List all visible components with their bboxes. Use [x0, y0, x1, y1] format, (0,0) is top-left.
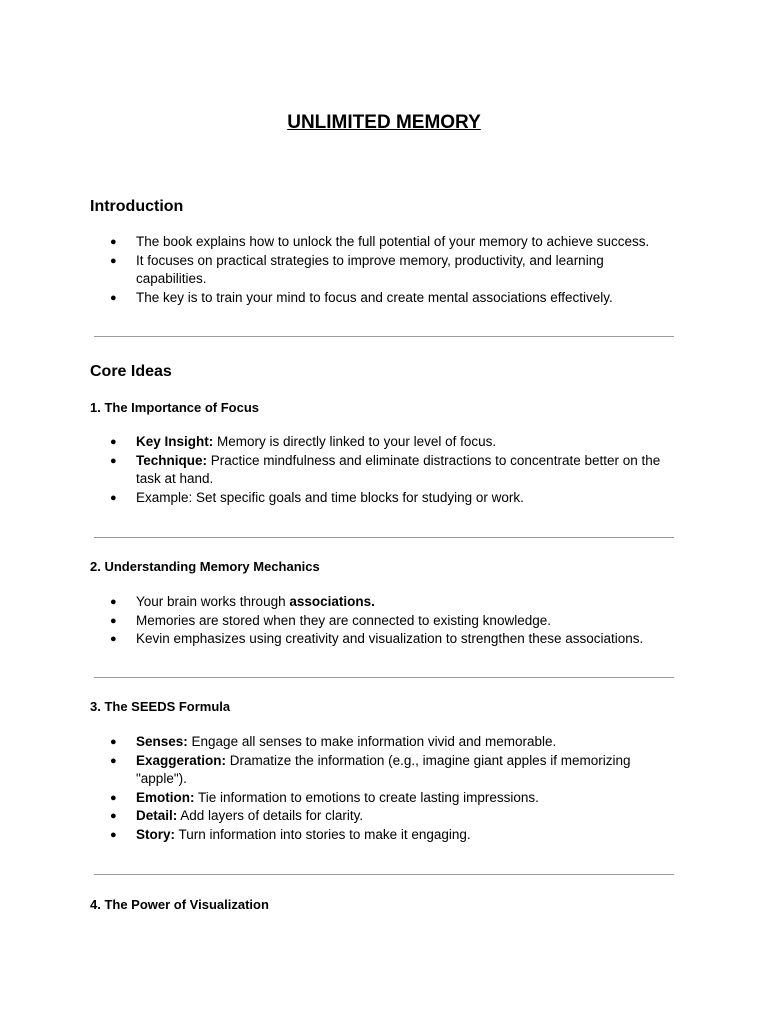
mechanics-list — [110, 593, 676, 649]
section-divider — [94, 537, 674, 538]
item-label: Senses: — [136, 734, 188, 749]
item-label: Story: — [136, 826, 176, 842]
item-text: Your brain works through — [136, 594, 290, 609]
seeds-heading: 3. The SEEDS Formula — [90, 699, 231, 714]
list-item: ● It focuses on practical strategies to improve memory, productivity, and learning capabilities. — [110, 252, 676, 289]
core-ideas-heading: Core Ideas — [90, 363, 172, 380]
seeds-list — [110, 733, 676, 844]
focus-list — [110, 433, 676, 507]
focus-heading: 1. The Importance of Focus — [90, 400, 260, 415]
item-text: Example: Set specific goals and time blocks for studying or work. — [136, 489, 524, 505]
list-item — [110, 612, 676, 631]
item-text: Engage all senses to make information vivid and memorable. — [187, 734, 557, 749]
list-item — [110, 807, 676, 826]
list-item — [110, 433, 676, 452]
list-item — [110, 593, 676, 612]
item-text: Add layers of details for clarity. — [177, 808, 364, 823]
visualization-heading: 4. The Power of Visualization — [90, 897, 269, 912]
item-text: Dramatize the information (e.g., imagine giant apples if memorizing "apple"). — [136, 752, 631, 786]
item-text: Practice mindfulness and eliminate distractions to concentrate better on the task at hand. — [136, 452, 661, 486]
document-title: UNLIMITED MEMORY — [287, 112, 481, 133]
item-label: Exaggeration: — [136, 752, 227, 768]
list-item — [110, 826, 676, 845]
introduction-heading: Introduction — [90, 198, 184, 215]
mechanics-heading: 2. Understanding Memory Mechanics — [90, 559, 320, 574]
list-item: ● The book explains how to unlock the full potential of your memory to achieve success. — [110, 233, 676, 252]
item-text: Memories are stored when they are connected to existing knowledge. — [136, 612, 551, 628]
item-label: Emotion: — [136, 789, 195, 805]
item-text: Kevin emphasizes using creativity and visualization to strengthen these associations. — [136, 631, 644, 646]
item-text: Tie information to emotions to create lasting impressions. — [194, 789, 539, 805]
item-label: Technique: — [136, 452, 208, 468]
list-item — [110, 789, 676, 808]
list-item: ● The key is to train your mind to focus and create mental associations effectively. — [110, 289, 676, 308]
list-item — [110, 452, 676, 489]
list-item — [110, 733, 676, 752]
section-divider — [94, 874, 674, 875]
item-emphasis: associations. — [289, 594, 375, 609]
list-item — [110, 489, 676, 508]
item-text: Turn information into stories to make it engaging. — [175, 826, 471, 842]
item-label: Detail: — [136, 808, 178, 823]
list-item — [110, 630, 676, 649]
section-divider — [94, 677, 674, 678]
section-divider — [94, 336, 674, 337]
item-text: Memory is directly linked to your level of focus. — [213, 434, 497, 449]
item-label: Key Insight: — [136, 434, 214, 449]
introduction-list — [110, 233, 676, 307]
list-item — [110, 752, 676, 789]
